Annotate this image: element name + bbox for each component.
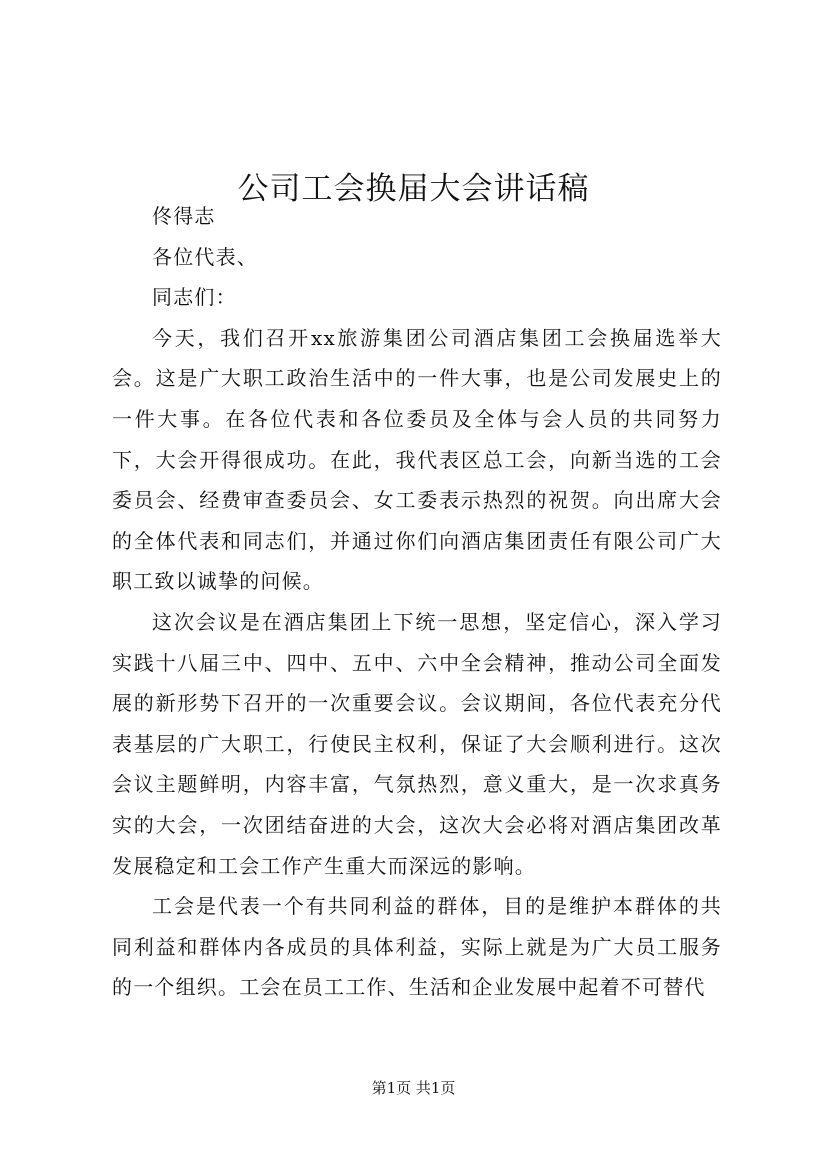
paragraph: 工会是代表一个有共同利益的群体，目的是维护本群体的共同利益和群体内各成员的具体利益，实际上就是为广大员工服务的一个组织。工会在员工工作、生活和企业发展中起着不可替代 bbox=[112, 894, 722, 1000]
salutation-line: 各位代表、 bbox=[152, 244, 258, 269]
document-body bbox=[112, 196, 722, 1008]
author-line: 佟得志 bbox=[152, 204, 216, 228]
salutation-line: 同志们： bbox=[152, 285, 237, 310]
paragraph: 这次会议是在酒店集团上下统一思想，坚定信心，深入学习实践十八届三中、四中、五中、六中全会精神，推动公司全面发展的新形势下召开的一次重要会议。会议期间，各位代表充分代表基层的广大职工，行使民主权利，保证了大会顺利进行。这次会议主题鲜明，内容丰富，气氛热烈，意义重大，是一次求真务实的大会，一次团结奋进的大会，这次大会必将对酒店集团改革发展稳定和工会工作产生重大而深远的影响。 bbox=[112, 609, 722, 878]
page-footer: 第1页 共1页 bbox=[371, 1079, 456, 1097]
paragraph: 今天，我们召开xx旅游集团公司酒店集团工会换届选举大会。这是广大职工政治生活中的一件大事，也是公司发展史上的一件大事。在各位代表和各位委员及全体与会人员的共同努力下，大会开得很成功。在此，我代表区总工会，向新当选的工会委员会、经费审查委员会、女工委表示热烈的祝贺。向出席大会的全体代表和同志们，并通过你们向酒店集团责任有限公司广大职工致以诚挚的问候。 bbox=[112, 325, 722, 594]
document-title: 公司工会换届大会讲话稿 bbox=[237, 170, 590, 207]
